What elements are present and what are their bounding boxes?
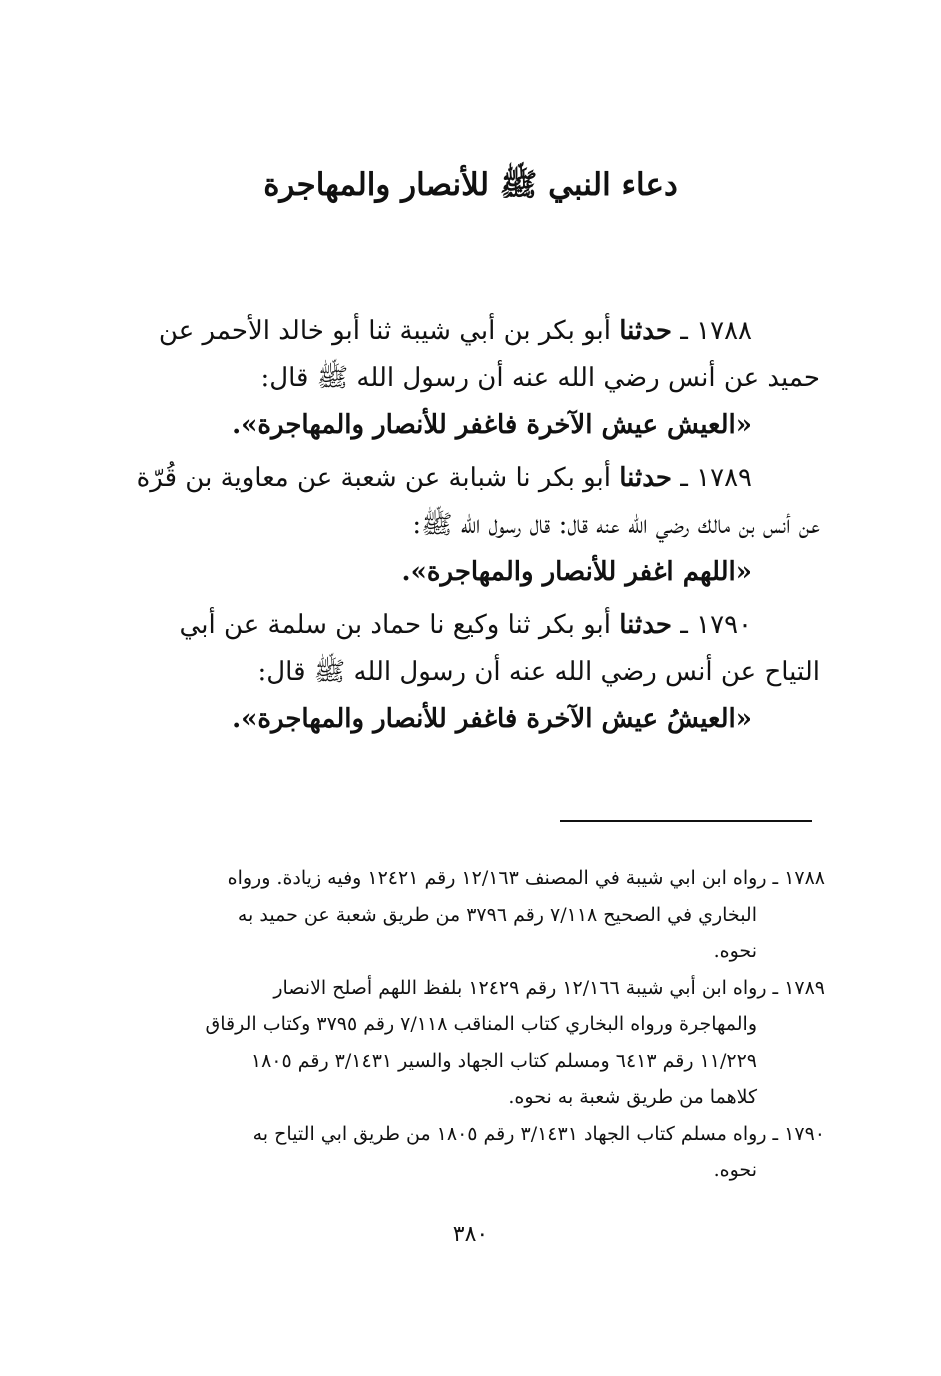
hadith-matn: «العيش عيش الآخرة فاغفر للأنصار والمهاجرة». bbox=[232, 410, 752, 440]
isnad-text: أبو بكر ثنا وكيع نا حماد بن سلمة عن أبي bbox=[179, 610, 620, 640]
isnad-text: أبو بكر بن أبي شيبة ثنا أبو خالد الأحمر عن bbox=[158, 316, 620, 346]
hadith-line-1 bbox=[140, 308, 820, 355]
hadith-line-2: حميد عن أنس رضي الله عنه أن رسول الله ﷺ قال: bbox=[260, 363, 820, 393]
hadith-number: ١٧٨٩ bbox=[696, 463, 752, 493]
footnote-1788 bbox=[140, 860, 825, 970]
footnote-line: ١٧٨٩ ـ رواه ابن أبي شيبة ١٢/١٦٦ رقم ١٢٤٢٩ بلفظ اللهم أصلح الانصار bbox=[273, 976, 825, 999]
hadith-number: ١٧٨٨ bbox=[696, 316, 752, 346]
isnad-text: أبو بكر نا شبابة عن شعبة عن معاوية بن قُرّة bbox=[136, 463, 620, 493]
hadith-line-2: التياح عن أنس رضي الله عنه أن رسول الله ﷺ قال: bbox=[257, 657, 820, 687]
footnote-1789 bbox=[140, 970, 825, 1116]
footnotes bbox=[140, 860, 825, 1189]
hadith-1789 bbox=[136, 455, 820, 596]
hadith-number: ١٧٩٠ bbox=[696, 610, 752, 640]
footnote-line: كلاهما من طريق شعبة به نحوه. bbox=[508, 1086, 757, 1108]
hadith-separator: ـ bbox=[671, 610, 697, 640]
footnote-line: ١١/٢٢٩ رقم ٦٤١٣ ومسلم كتاب الجهاد والسير ٣/١٤٣١ رقم ١٨٠٥ bbox=[250, 1049, 757, 1072]
footnote-line: البخاري في الصحيح ٧/١١٨ رقم ٣٧٩٦ من طريق شعبة عن حميد به bbox=[237, 903, 757, 926]
hadith-1788 bbox=[140, 308, 820, 449]
footnote-1790 bbox=[140, 1116, 825, 1189]
hadith-matn: «العيشُ عيش الآخرة فاغفر للأنصار والمهاجرة». bbox=[232, 704, 752, 734]
hadith-separator: ـ bbox=[671, 316, 697, 346]
hadith-matn: «اللهم اغفر للأنصار والمهاجرة». bbox=[401, 557, 752, 587]
hadith-line-1 bbox=[136, 455, 820, 502]
hadith-separator: ـ bbox=[671, 463, 697, 493]
footnote-line: نحوه. bbox=[713, 1159, 757, 1181]
footnote-separator bbox=[560, 820, 812, 822]
hadith-line-2: عن أنس بن مالك رضي الله عنه قال: قال رسول الله ﷺ: bbox=[412, 510, 820, 540]
haddathana: حدثنا bbox=[619, 316, 672, 346]
page-number: ٣٨٠ bbox=[452, 1222, 489, 1247]
haddathana: حدثنا bbox=[619, 463, 672, 493]
hadith-line-1 bbox=[140, 602, 820, 649]
haddathana: حدثنا bbox=[619, 610, 672, 640]
page-title: دعاء النبي ﷺ للأنصار والمهاجرة bbox=[263, 167, 678, 203]
footnote-line: ١٧٩٠ ـ رواه مسلم كتاب الجهاد ٣/١٤٣١ رقم ١٨٠٥ من طريق ابي التياح به bbox=[252, 1122, 825, 1145]
footnote-line: والمهاجرة ورواه البخاري كتاب المناقب ٧/١١٨ رقم ٣٧٩٥ وكتاب الرقاق bbox=[205, 1013, 757, 1035]
footnote-line: ١٧٨٨ ـ رواه ابن ابي شيبة في المصنف ١٢/١٦٣ رقم ١٢٤٢١ وفيه زيادة. ورواه bbox=[227, 867, 825, 889]
hadith-1790 bbox=[140, 602, 820, 743]
footnote-line: نحوه. bbox=[713, 940, 757, 962]
